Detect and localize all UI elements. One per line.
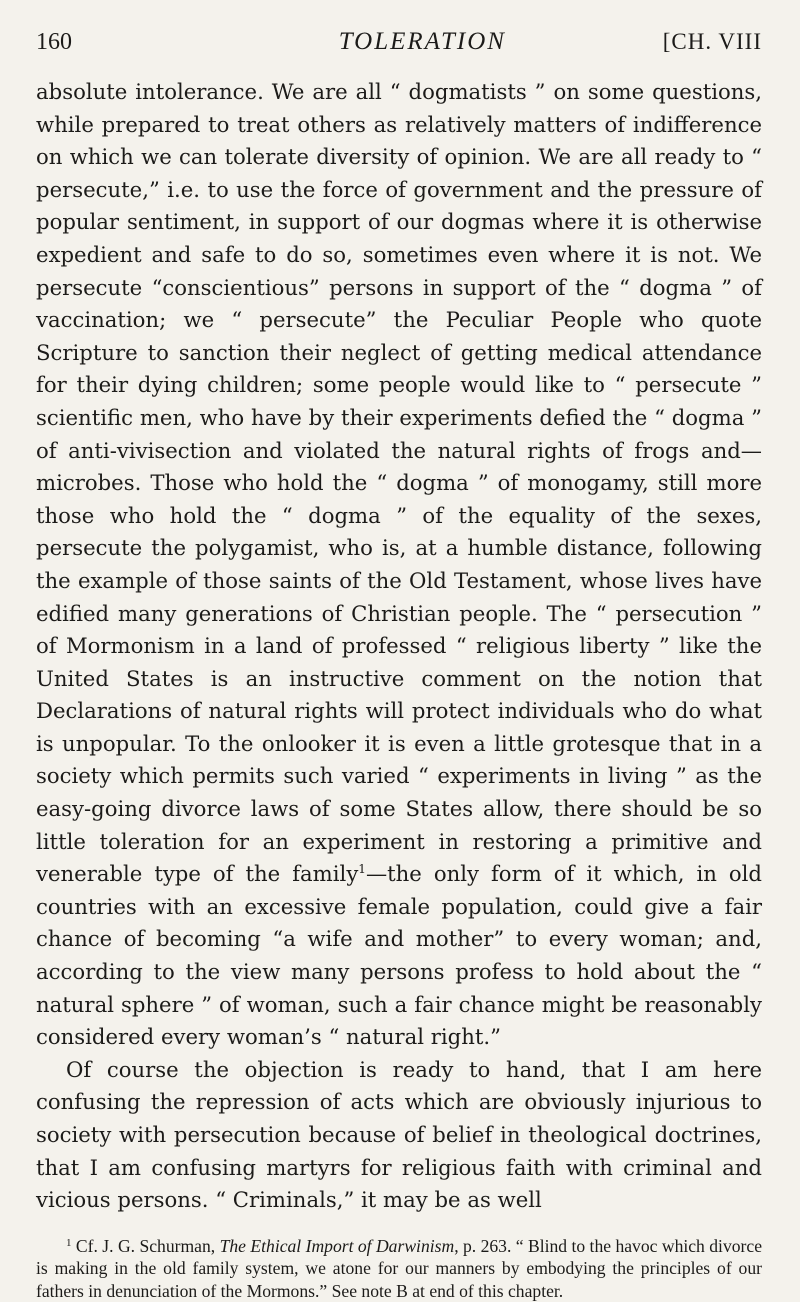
paragraph-1 [36,76,762,1054]
paragraph-2: Of course the objection is ready to hand, that I am here confusing the repression of acts which are obviously injurious to society with persecution because of belief in theological doctrines, that I am confusing martyrs for religious faith with criminal and vicious persons. “ Criminals,” it may be as well [36,1056,762,1213]
footnote-mark: 1 [66,1236,72,1249]
footnote [36,1235,762,1302]
footnote-text: , p. 263. “ Blind to the havoc which divorce is making in the old family system, we atone for our manners by embodying the principles of our fathers in denunciation of the Mormons.” See note B at end of this chapter. [36,1235,763,1301]
page-number: 160 [36,29,72,55]
running-title: TOLERATION [338,28,506,55]
paragraph-1-text: absolute intolerance. We are all “ dogmatists ” on some questions, while prepared to treat others as relatively matters of indifference on which we can tolerate diversity of opinion. We are all ready to “ persecute,” i.e. to use the force of government and the pressure of popular sentiment, in support of our dogmas where it is otherwise expedient and safe to do so, sometimes even where it is not. We persecute “conscientious” persons in support of the “ dogma ” of vaccination; we “ persecute” the Peculiar People who quote Scripture to sanction their neglect of getting medical attendance for their dying children; some people would like to “ persecute ” scientific men, who have by their experiments defied the “ dogma ” of anti-vivisection and violated the natural rights of frogs and—microbes. Those who hold the “ dogma ” of monogamy, still more those who hold the “ dogma ” of the equality of the sexes, persecute the polygamist, who is, at a humble distance, following the example of those saints of the Old Testament, whose lives have edified many generations of Christian people. The “ persecution ” of Mormonism in a land of professed “ religious liberty ” like the United States is an instructive comment on the notion that Declarations of natural rights will protect individuals who do what is unpopular. To the onlooker it is even a little grotesque that in a society which permits such varied “ experiments in living ” as the easy-going divorce laws of some States allow, there should be so little toleration for an experiment in restoring a primitive and venerable type of the family [36,79,762,887]
footnote-reference[interactable]: 1 [358,862,366,877]
chapter-reference: [CH. VIII [662,29,762,54]
body-text [36,76,762,1217]
paragraph-1-continued: —the only form of it which, in old countries with an excessive female population, could give a fair chance of becoming “a wife and mother” to every woman; and, according to the view many persons profess to hold about the “ natural sphere ” of woman, such a fair chance might be reasonably considered every woman’s “ natural right.” [36,861,762,1050]
running-head [36,28,762,76]
footnote-book-title: The Ethical Import of Darwinism [219,1235,455,1256]
footnote-citation-lead: Cf. J. G. Schurman, [75,1235,216,1256]
